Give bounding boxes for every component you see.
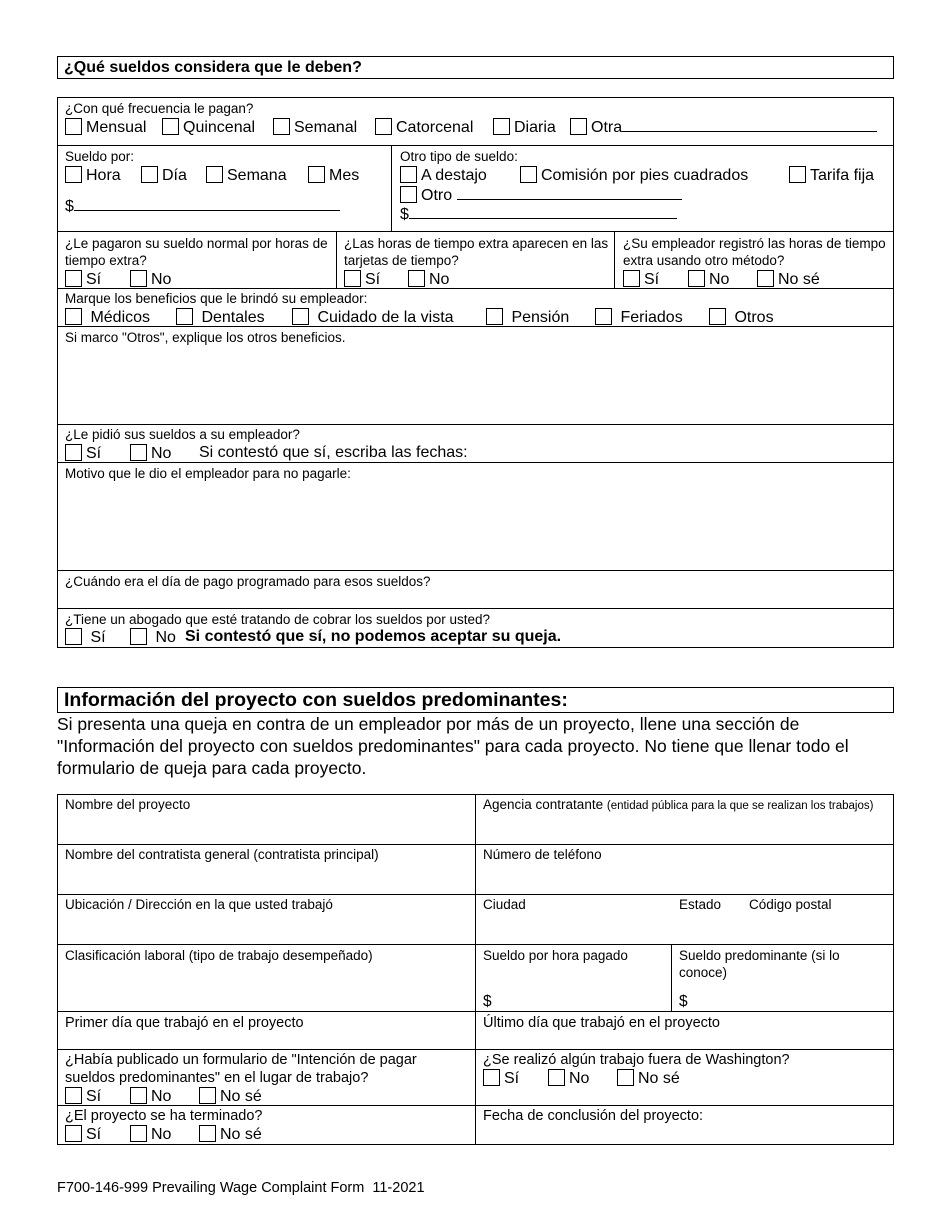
option-semanal[interactable]: Semanal <box>273 118 357 137</box>
overtime-other-question: ¿Su empleador registró las horas de tiempo extra usando otro método? <box>623 236 886 268</box>
checkbox[interactable] <box>65 118 82 135</box>
checkbox[interactable] <box>400 166 417 183</box>
asked-wages-question: ¿Le pidió sus sueldos a su empleador? <box>65 427 300 442</box>
checkbox[interactable] <box>757 270 774 287</box>
payday-field[interactable] <box>58 590 893 607</box>
checkbox[interactable] <box>570 118 587 135</box>
wage-by-amount[interactable]: $ <box>65 197 340 216</box>
intent-posted-no[interactable]: No <box>130 1087 171 1106</box>
option-mensual[interactable]: Mensual <box>65 118 146 137</box>
checkbox[interactable] <box>789 166 806 183</box>
asked-wages-no[interactable]: No <box>130 444 171 463</box>
footer-form-id: F700-146-999 Prevailing Wage Complaint Form 11-2021 <box>57 1180 425 1196</box>
overtime-timecards-no[interactable]: No <box>408 270 449 289</box>
outside-wa-nose[interactable]: No sé <box>617 1069 680 1088</box>
overtime-other-nose[interactable]: No sé <box>757 270 820 289</box>
checkbox[interactable] <box>400 186 417 203</box>
completion-date-field[interactable] <box>476 1125 893 1144</box>
section2-intro: Si presenta una queja en contra de un empleador por más de un proyecto, llene una sección de "Información del proyecto con sueldos predominantes" para cada proyecto. No tiene que llenar todo el formulario de queja para cada proyecto. <box>57 714 849 778</box>
checkbox[interactable] <box>688 270 705 287</box>
wage-by-label: Sueldo por: <box>65 149 135 164</box>
city-state-zip-field[interactable] <box>476 913 893 943</box>
general-contractor-label: Nombre del contratista general (contratista principal) <box>65 847 379 862</box>
overtime-paid-si[interactable]: Sí <box>65 270 101 289</box>
project-finished-nose[interactable]: No sé <box>199 1125 262 1144</box>
overtime-timecards-question: ¿Las horas de tiempo extra aparecen en las tarjetas de tiempo? <box>344 236 609 268</box>
checkbox[interactable] <box>65 308 82 325</box>
overtime-other-si[interactable]: Sí <box>623 270 659 289</box>
lawyer-si[interactable]: Sí <box>65 628 106 647</box>
first-day-field[interactable] <box>58 1032 474 1048</box>
other-benefits-label: Si marco "Otros", explique los otros beneficios. <box>65 330 346 345</box>
completion-date-label: Fecha de conclusión del proyecto: <box>483 1108 704 1124</box>
intent-posted-question: ¿Había publicado un formulario de "Intención de pagar sueldos predominantes" en el lugar de trabajo? <box>65 1052 417 1086</box>
project-name-label: Nombre del proyecto <box>65 797 191 812</box>
section2-title: Información del proyecto con sueldos predominantes: <box>64 689 568 711</box>
project-finished-no[interactable]: No <box>130 1125 171 1144</box>
checkbox[interactable] <box>206 166 223 183</box>
checkbox[interactable] <box>483 1069 500 1086</box>
option-diaria[interactable]: Diaria <box>493 118 556 137</box>
checkbox[interactable] <box>130 1087 147 1104</box>
intent-posted-si[interactable]: Sí <box>65 1087 101 1106</box>
option-semana[interactable]: Semana <box>206 166 287 185</box>
outside-wa-si[interactable]: Sí <box>483 1069 519 1088</box>
asked-wages-note: Si contestó que sí, escriba las fechas: <box>199 444 468 461</box>
zip-label: Código postal <box>749 897 832 912</box>
lawyer-question: ¿Tiene un abogado que esté tratando de cobrar los sueldos por usted? <box>65 612 491 627</box>
agency-label: Agencia contratante <box>483 797 604 812</box>
option-hora[interactable]: Hora <box>65 166 121 185</box>
overtime-other-no[interactable]: No <box>688 270 729 289</box>
hourly-paid-dollar[interactable]: $ <box>483 993 492 1010</box>
city-label: Ciudad <box>483 897 526 912</box>
option-quincenal[interactable]: Quincenal <box>162 118 255 137</box>
other-wage-label: Otro tipo de sueldo: <box>400 149 518 164</box>
checkbox[interactable] <box>130 444 147 461</box>
phone-label: Número de teléfono <box>483 847 602 862</box>
intent-posted-nose[interactable]: No sé <box>199 1087 262 1106</box>
option-dia[interactable]: Día <box>141 166 187 185</box>
checkbox[interactable] <box>65 444 82 461</box>
payday-label: ¿Cuándo era el día de pago programado para esos sueldos? <box>65 574 431 589</box>
classification-field[interactable] <box>58 964 474 1010</box>
overtime-timecards-si[interactable]: Sí <box>344 270 380 289</box>
option-otro-sueldo[interactable]: Otro <box>400 186 682 205</box>
benefit-otros[interactable]: Otros <box>709 308 774 327</box>
project-finished-question: ¿El proyecto se ha terminado? <box>65 1108 263 1124</box>
checkbox[interactable] <box>65 628 82 645</box>
checkbox[interactable] <box>617 1069 634 1086</box>
checkbox[interactable] <box>273 118 290 135</box>
last-day-field[interactable] <box>476 1032 893 1048</box>
first-day-label: Primer día que trabajó en el proyecto <box>65 1015 304 1031</box>
checkbox[interactable] <box>595 308 612 325</box>
checkbox[interactable] <box>65 1087 82 1104</box>
outside-wa-no[interactable]: No <box>548 1069 589 1088</box>
option-comision[interactable]: Comisión por pies cuadrados <box>520 166 748 185</box>
checkbox[interactable] <box>141 166 158 183</box>
checkbox[interactable] <box>130 270 147 287</box>
benefit-feriados[interactable]: Feriados <box>595 308 683 327</box>
checkbox[interactable] <box>344 270 361 287</box>
phone-field[interactable] <box>476 863 893 893</box>
benefit-vista[interactable]: Cuidado de la vista <box>292 308 454 327</box>
benefit-dentales[interactable]: Dentales <box>176 308 265 327</box>
option-catorcenal[interactable]: Catorcenal <box>375 118 473 137</box>
state-label: Estado <box>679 897 722 912</box>
prevailing-wage-label: Sueldo predominante (si lo conoce) <box>679 948 840 980</box>
checkbox[interactable] <box>292 308 309 325</box>
checkbox[interactable] <box>130 1125 147 1142</box>
checkbox[interactable] <box>520 166 537 183</box>
checkbox[interactable] <box>130 628 147 645</box>
frequency-question: ¿Con qué frecuencia le pagan? <box>65 101 254 116</box>
classification-label: Clasificación laboral (tipo de trabajo desempeñado) <box>65 948 373 963</box>
outside-wa-question: ¿Se realizó algún trabajo fuera de Washington? <box>483 1052 790 1068</box>
lawyer-no[interactable]: No <box>130 628 176 647</box>
checkbox[interactable] <box>486 308 503 325</box>
overtime-paid-question: ¿Le pagaron su sueldo normal por horas de tiempo extra? <box>65 236 328 268</box>
checkbox[interactable] <box>65 270 82 287</box>
checkbox[interactable] <box>65 1125 82 1142</box>
otra-line[interactable] <box>622 118 877 132</box>
checkbox[interactable] <box>408 270 425 287</box>
overtime-paid-no[interactable]: No <box>130 270 171 289</box>
checkbox[interactable] <box>65 166 82 183</box>
reason-field[interactable] <box>58 482 893 569</box>
checkbox[interactable] <box>493 118 510 135</box>
checkbox[interactable] <box>375 118 392 135</box>
location-label: Ubicación / Dirección en la que usted trabajó <box>65 897 333 912</box>
checkbox[interactable] <box>623 270 640 287</box>
option-otra[interactable]: Otra <box>570 118 877 137</box>
agency-field[interactable] <box>476 813 893 843</box>
location-field[interactable] <box>58 913 474 943</box>
checkbox[interactable] <box>199 1087 216 1104</box>
last-day-label: Último día que trabajó en el proyecto <box>483 1015 720 1031</box>
hourly-paid-label: Sueldo por hora pagado <box>483 948 628 963</box>
section1-title: ¿Qué sueldos considera que le deben? <box>64 59 362 76</box>
project-finished-si[interactable]: Sí <box>65 1125 101 1144</box>
other-wage-amount[interactable]: $ <box>400 205 677 224</box>
agency-note: (entidad pública para la que se realizan los trabajos) <box>606 800 874 812</box>
checkbox[interactable] <box>176 308 193 325</box>
section2-title-box <box>57 687 894 713</box>
option-tarifa-fija[interactable]: Tarifa fija <box>789 166 874 185</box>
checkbox[interactable] <box>709 308 726 325</box>
reason-label: Motivo que le dio el empleador para no pagarle: <box>65 466 351 481</box>
benefits-question: Marque los beneficios que le brindó su empleador: <box>65 291 368 306</box>
section1-title-box <box>57 56 894 79</box>
benefit-medicos[interactable]: Médicos <box>65 308 150 327</box>
checkbox[interactable] <box>548 1069 565 1086</box>
checkbox[interactable] <box>162 118 179 135</box>
option-mes[interactable]: Mes <box>308 166 359 185</box>
other-benefits-field[interactable] <box>58 346 893 423</box>
option-a-destajo[interactable]: A destajo <box>400 166 487 185</box>
general-contractor-field[interactable] <box>58 863 474 893</box>
lawyer-note: Si contestó que sí, no podemos aceptar su queja. <box>185 628 562 645</box>
benefit-pension[interactable]: Pensión <box>486 308 569 327</box>
prevailing-wage-dollar[interactable]: $ <box>679 993 688 1010</box>
checkbox[interactable] <box>199 1125 216 1142</box>
project-name-field[interactable] <box>58 813 474 843</box>
asked-wages-si[interactable]: Sí <box>65 444 101 463</box>
checkbox[interactable] <box>308 166 325 183</box>
